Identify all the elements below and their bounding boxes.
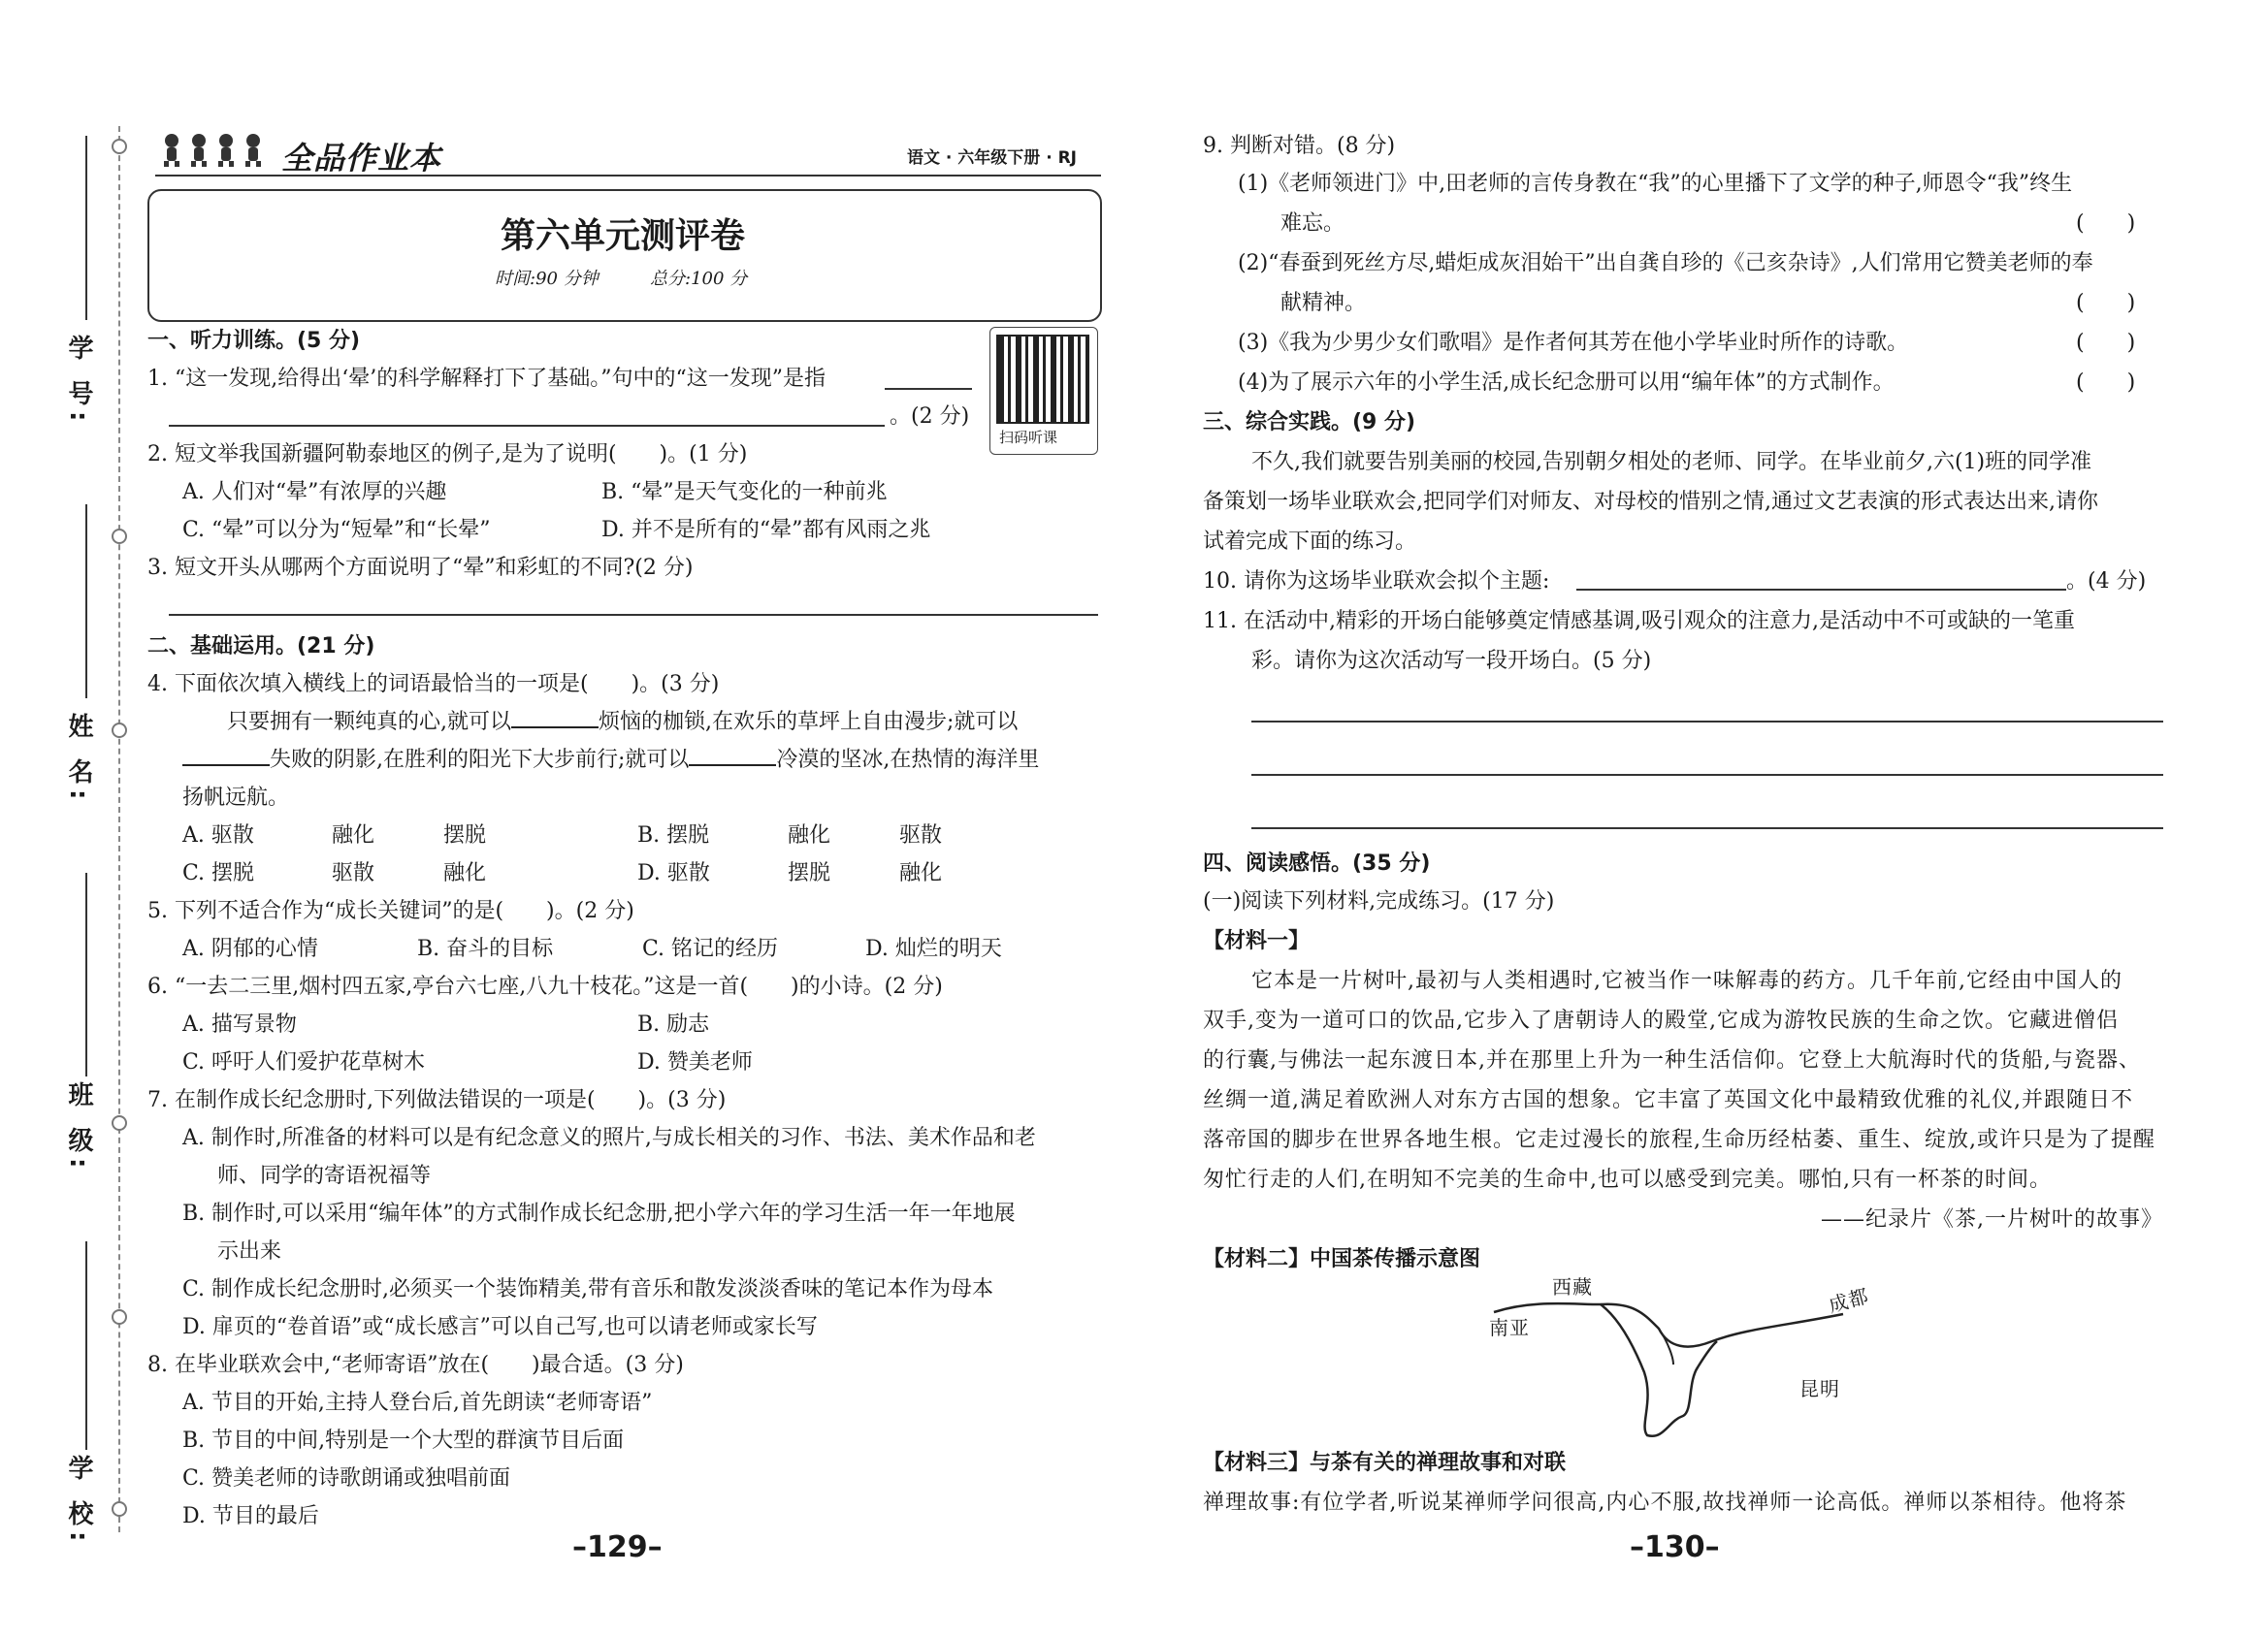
q4-option-a-word3: 摆脱	[443, 823, 487, 848]
q4-blank-1[interactable]	[511, 705, 599, 728]
q4-option-d[interactable]: D. 驱散	[637, 861, 710, 885]
q7-option-b-cont: 示出来	[217, 1239, 282, 1264]
q4-blank-2[interactable]	[182, 743, 270, 766]
q9-text: 9. 判断对错。(8 分)	[1203, 134, 1396, 158]
material-1-label: 【材料一】	[1203, 929, 1311, 953]
map-label-tibet: 西藏	[1552, 1275, 1593, 1299]
q6-option-b[interactable]: B. 励志	[637, 1012, 710, 1037]
subject-label: 语文 · 六年级下册 · RJ	[907, 148, 1078, 168]
q4-passage-2b: 冷漠的坚冰,在热情的海洋里	[776, 748, 1040, 772]
name-field[interactable]	[85, 504, 87, 698]
q11-text: 11. 在活动中,精彩的开场白能够奠定情感基调,吸引观众的注意力,是活动中不可或缺的一笔重	[1203, 609, 2075, 633]
q5-option-d[interactable]: D. 灿烂的明天	[865, 937, 1002, 961]
q6-option-a[interactable]: A. 描写景物	[182, 1012, 297, 1037]
q9-1-cont: 难忘。	[1280, 211, 1345, 236]
q9-1-text: (1)《老师领进门》中,田老师的言传身教在“我”的心里播下了文学的种子,师恩令“我”终生	[1238, 172, 2073, 196]
q4-blank-3[interactable]	[689, 743, 776, 766]
binding-hole	[112, 1115, 127, 1131]
q4-text: 4. 下面依次填入横线上的词语最恰当的一项是( )。(3 分)	[147, 672, 720, 696]
q8-option-b[interactable]: B. 节目的中间,特别是一个大型的群演节目后面	[182, 1429, 625, 1453]
material-1-line-1: 它本是一片树叶,最初与人类相遇时,它被当作一味解毒的药方。几千年前,它经由中国人的	[1251, 969, 2122, 993]
binding-hole	[112, 139, 127, 154]
s3-paragraph-2: 备策划一场毕业联欢会,把同学们对师友、对母校的惜别之情,通过文艺表演的形式表达出来,请你	[1203, 490, 2098, 514]
q3-answer-line[interactable]	[169, 614, 1098, 616]
material-1-source: ——纪录片《茶,一片树叶的故事》	[1821, 1207, 2163, 1232]
class-label: 班 级:	[64, 1081, 93, 1174]
material-1-line-4: 丝绸一道,满足着欧洲人对东方古国的想象。它丰富了英国文化中最精致优雅的礼仪,并跟随日不	[1203, 1088, 2133, 1112]
q11-answer-line-1[interactable]	[1251, 721, 2163, 723]
q5-option-a[interactable]: A. 阴郁的心情	[182, 937, 318, 961]
exam-time: 时间:90 分钟	[495, 269, 599, 289]
q1-score: 。(2 分)	[890, 404, 970, 429]
header-rule	[155, 175, 1101, 177]
q7-option-c[interactable]: C. 制作成长纪念册时,必须买一个装饰精美,带有音乐和散发淡淡香味的笔记本作为母本	[182, 1277, 994, 1301]
q5-option-c[interactable]: C. 铭记的经历	[642, 937, 779, 961]
qr-label: 扫码听课	[999, 429, 1058, 446]
q4-option-c-word3: 融化	[443, 861, 487, 885]
s3-paragraph-1: 不久,我们就要告别美丽的校园,告别朝夕相处的老师、同学。在毕业前夕,六(1)班的同学准	[1251, 450, 2092, 474]
student-id-field[interactable]	[85, 136, 87, 320]
q9-4-text: (4)为了展示六年的小学生活,成长纪念册可以用“编年体”的方式制作。	[1238, 370, 1895, 395]
school-label: 学 校:	[64, 1455, 93, 1548]
q3-text: 3. 短文开头从哪两个方面说明了“晕”和彩虹的不同?(2 分)	[147, 556, 694, 580]
material-1-line-5: 落帝国的脚步在世界各地生根。它走过漫长的旅程,生命历经枯萎、重生、绽放,或许只是为了提醒	[1203, 1128, 2155, 1152]
brand-name: 全品作业本	[281, 140, 442, 177]
binding-hole	[112, 529, 127, 544]
q10-score: 。(4 分)	[2066, 569, 2147, 594]
name-label: 姓 名:	[64, 713, 93, 806]
section-1-title: 一、听力训练。(5 分)	[147, 329, 361, 353]
q9-1-answer[interactable]: ( )	[2076, 211, 2136, 236]
section-3-title: 三、综合实践。(9 分)	[1203, 410, 1416, 434]
q11-cont: 彩。请你为这次活动写一段开场白。(5 分)	[1251, 649, 1652, 673]
q10-text: 10. 请你为这场毕业联欢会拟个主题:	[1203, 569, 1550, 594]
reading-1-intro: (一)阅读下列材料,完成练习。(17 分)	[1203, 889, 1555, 914]
material-2-label: 【材料二】中国茶传播示意图	[1203, 1247, 1481, 1271]
q2-option-c[interactable]: C. “晕”可以分为“短晕”和“长晕”	[182, 518, 491, 542]
student-id-label: 学 号:	[64, 335, 93, 428]
exam-score: 总分:100 分	[650, 269, 748, 289]
q4-option-d-word3: 融化	[899, 861, 943, 885]
q4-passage-1b: 烦恼的枷锁,在欢乐的草坪上自由漫步;就可以	[599, 710, 1019, 734]
page-title: 第六单元测评卷	[500, 216, 745, 256]
q11-answer-line-2[interactable]	[1251, 774, 2163, 776]
q7-option-a-cont: 师、同学的寄语祝福等	[217, 1164, 432, 1188]
q4-option-b-word3: 驱散	[899, 823, 943, 848]
q4-passage-1a: 只要拥有一颗纯真的心,就可以	[227, 710, 511, 734]
q2-text: 2. 短文举我国新疆阿勒泰地区的例子,是为了说明( )。(1 分)	[147, 442, 748, 466]
q9-3-answer[interactable]: ( )	[2076, 331, 2136, 355]
q9-2-cont: 献精神。	[1280, 291, 1367, 315]
q5-text: 5. 下列不适合作为“成长关键词”的是( )。(2 分)	[147, 899, 634, 923]
class-field[interactable]	[85, 873, 87, 1076]
section-4-title: 四、阅读感悟。(35 分)	[1203, 851, 1431, 876]
page-number-right: –130–	[1630, 1530, 1720, 1564]
q7-text: 7. 在制作成长纪念册时,下列做法错误的一项是( )。(3 分)	[147, 1088, 727, 1112]
q6-text: 6. “一去二三里,烟村四五家,亭台六七座,八九十枝花。”这是一首( )的小诗。(2 分)	[147, 975, 943, 999]
map-label-kunming: 昆明	[1799, 1377, 1840, 1400]
material-1-line-3: 的行囊,与佛法一起东渡日本,并在那里上升为一种生活信仰。它登上大航海时代的货船,与瓷器、	[1203, 1048, 2141, 1073]
material-1-line-6: 匆忙行走的人们,在明知不完美的生命中,也可以感受到完美。哪怕,只有一杯茶的时间。	[1203, 1168, 2052, 1192]
page-number-left: –129–	[572, 1530, 663, 1564]
q10-blank[interactable]	[1576, 589, 2066, 591]
q8-option-c[interactable]: C. 赞美老师的诗歌朗诵或独唱前面	[182, 1466, 511, 1491]
qr-code-icon[interactable]	[996, 335, 1089, 424]
q9-2-answer[interactable]: ( )	[2076, 291, 2136, 315]
material-1-line-2: 双手,变为一道可口的饮品,它步入了唐朝诗人的殿堂,它成为游牧民族的生命之饮。它藏进僧侣	[1203, 1009, 2119, 1033]
q1-blank-2[interactable]	[169, 425, 885, 427]
q8-option-a[interactable]: A. 节目的开始,主持人登台后,首先朗读“老师寄语”	[182, 1391, 653, 1415]
q1-text: 1. “这一发现,给得出‘晕’的科学解释打下了基础。”句中的“这一发现”是指	[147, 367, 826, 391]
q4-passage-3: 扬帆远航。	[182, 786, 290, 810]
q5-option-b[interactable]: B. 奋斗的目标	[417, 937, 554, 961]
q9-4-answer[interactable]: ( )	[2076, 370, 2136, 395]
school-field[interactable]	[85, 1241, 87, 1450]
binding-hole	[112, 1309, 127, 1325]
q4-option-c[interactable]: C. 摆脱	[182, 861, 255, 885]
q4-option-b-word2: 融化	[788, 823, 831, 848]
binding-hole	[112, 1501, 127, 1517]
q2-option-a[interactable]: A. 人们对“晕”有浓厚的兴趣	[182, 480, 447, 504]
q6-option-d[interactable]: D. 赞美老师	[637, 1050, 753, 1075]
q7-option-a[interactable]: A. 制作时,所准备的材料可以是有纪念意义的照片,与成长相关的习作、书法、美术作品和老	[182, 1126, 1036, 1150]
s3-paragraph-3: 试着完成下面的练习。	[1203, 530, 1417, 554]
q7-option-d[interactable]: D. 扉页的“卷首语”或“成长感言”可以自己写,也可以请老师或家长写	[182, 1315, 818, 1339]
section-2-title: 二、基础运用。(21 分)	[147, 634, 375, 658]
material-3-line-1: 禅理故事:有位学者,听说某禅师学问很高,内心不服,故找禅师一论高低。禅师以茶相待。他将茶	[1203, 1491, 2127, 1515]
q6-option-c[interactable]: C. 呼吁人们爱护花草树木	[182, 1050, 426, 1075]
q8-text: 8. 在毕业联欢会中,“老师寄语”放在( )最合适。(3 分)	[147, 1353, 684, 1377]
q7-option-b[interactable]: B. 制作时,可以采用“编年体”的方式制作成长纪念册,把小学六年的学习生活一年一年地展	[182, 1202, 1016, 1226]
material-3-label: 【材料三】与茶有关的禅理故事和对联	[1203, 1451, 1567, 1475]
q1-blank[interactable]	[885, 388, 972, 390]
q8-option-d[interactable]: D. 节目的最后	[182, 1504, 319, 1528]
q4-option-a[interactable]: A. 驱散	[182, 823, 254, 848]
q4-option-a-word2: 融化	[332, 823, 375, 848]
q4-passage-2a: 失败的阴影,在胜利的阳光下大步前行;就可以	[270, 748, 690, 772]
binding-hole	[112, 723, 127, 738]
q4-option-d-word2: 摆脱	[788, 861, 831, 885]
q4-option-b[interactable]: B. 摆脱	[637, 823, 710, 848]
q2-option-d[interactable]: D. 并不是所有的“晕”都有风雨之兆	[601, 518, 931, 542]
q9-2-text: (2)“春蚕到死丝方尽,蜡炬成灰泪始干”出自龚自珍的《己亥杂诗》,人们常用它赞美老师的奉	[1238, 251, 2093, 275]
q2-option-b[interactable]: B. “晕”是天气变化的一种前兆	[601, 480, 888, 504]
q9-3-text: (3)《我为少男少女们歌唱》是作者何其芳在他小学毕业时所作的诗歌。	[1238, 331, 1909, 355]
map-label-chengdu: 成都	[1826, 1283, 1872, 1318]
map-label-south-asia: 南亚	[1489, 1316, 1530, 1339]
q4-option-c-word2: 驱散	[332, 861, 375, 885]
q11-answer-line-3[interactable]	[1251, 827, 2163, 829]
mascot-logo	[160, 131, 272, 170]
